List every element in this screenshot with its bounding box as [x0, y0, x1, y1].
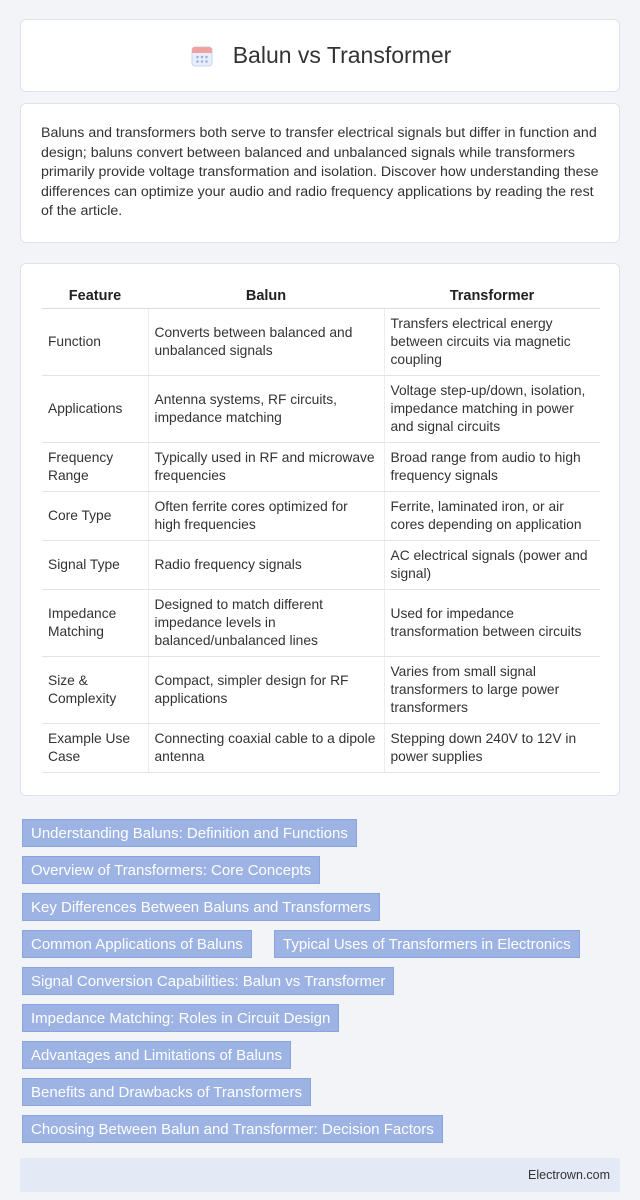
table-header-row	[42, 284, 600, 308]
table-cell: Core Type	[42, 491, 148, 540]
table-cell: Transfers electrical energy between circuits via magnetic coupling	[384, 308, 600, 375]
table-cell: Used for impedance transformation between circuits	[384, 589, 600, 656]
table-cell: Ferrite, laminated iron, or air cores depending on application	[384, 491, 600, 540]
table-cell: Converts between balanced and unbalanced signals	[148, 308, 384, 375]
table-row	[42, 308, 600, 375]
link-tag[interactable]: Signal Conversion Capabilities: Balun vs Transformer	[22, 967, 394, 995]
link-tag[interactable]: Benefits and Drawbacks of Transformers	[22, 1078, 311, 1106]
table-cell: Frequency Range	[42, 442, 148, 491]
footer	[20, 1158, 620, 1192]
table-cell: Designed to match different impedance levels in balanced/unbalanced lines	[148, 589, 384, 656]
comparison-table-card	[20, 263, 620, 796]
table-row	[42, 656, 600, 723]
table-cell: Applications	[42, 375, 148, 442]
table-cell: Typically used in RF and microwave frequencies	[148, 442, 384, 491]
header-balun: Balun	[148, 284, 384, 308]
link-tag[interactable]: Understanding Baluns: Definition and Functions	[22, 819, 357, 847]
table-cell: Signal Type	[42, 540, 148, 589]
table-cell: Compact, simpler design for RF applications	[148, 656, 384, 723]
table-cell: Function	[42, 308, 148, 375]
table-row	[42, 442, 600, 491]
intro-text: Baluns and transformers both serve to transfer electrical signals but differ in function and design; baluns convert between balanced and unbalanced signals while transformers primarily provide voltage transformation and isolation. Discover how understanding these differences can optimize your audio and radio frequency applications by reading the rest of the article.	[41, 125, 599, 219]
table-row	[42, 723, 600, 772]
table-cell: Varies from small signal transformers to large power transformers	[384, 656, 600, 723]
link-tag[interactable]: Advantages and Limitations of Baluns	[22, 1041, 291, 1069]
intro-card	[20, 103, 620, 243]
calendar-icon	[189, 43, 215, 69]
link-tag[interactable]: Typical Uses of Transformers in Electronics	[274, 930, 580, 958]
table-cell: AC electrical signals (power and signal)	[384, 540, 600, 589]
table-cell: Stepping down 240V to 12V in power supplies	[384, 723, 600, 772]
link-tag[interactable]: Impedance Matching: Roles in Circuit Design	[22, 1004, 339, 1032]
page-title: Balun vs Transformer	[232, 42, 452, 68]
link-tag[interactable]: Choosing Between Balun and Transformer: Decision Factors	[22, 1115, 443, 1143]
table-cell: Connecting coaxial cable to a dipole antenna	[148, 723, 384, 772]
table-cell: Often ferrite cores optimized for high frequencies	[148, 491, 384, 540]
table-row	[42, 491, 600, 540]
table-cell: Size & Complexity	[42, 656, 148, 723]
comparison-table	[42, 284, 600, 773]
table-row	[42, 589, 600, 656]
table-row	[42, 375, 600, 442]
table-cell: Example Use Case	[42, 723, 148, 772]
link-tag[interactable]: Overview of Transformers: Core Concepts	[22, 856, 320, 884]
table-cell: Voltage step-up/down, isolation, impedance matching in power and signal circuits	[384, 375, 600, 442]
table-cell: Radio frequency signals	[148, 540, 384, 589]
link-tag[interactable]: Key Differences Between Baluns and Transformers	[22, 893, 380, 921]
table-row	[42, 540, 600, 589]
link-tag[interactable]: Common Applications of Baluns	[22, 930, 252, 958]
title-wrap	[189, 42, 452, 69]
header-feature: Feature	[42, 284, 148, 308]
header-transformer: Transformer	[384, 284, 600, 308]
table-cell: Antenna systems, RF circuits, impedance matching	[148, 375, 384, 442]
table-cell: Broad range from audio to high frequency signals	[384, 442, 600, 491]
header-card	[20, 19, 620, 92]
table-cell: Impedance Matching	[42, 589, 148, 656]
footer-site-name: Electrown.com	[528, 1168, 610, 1182]
